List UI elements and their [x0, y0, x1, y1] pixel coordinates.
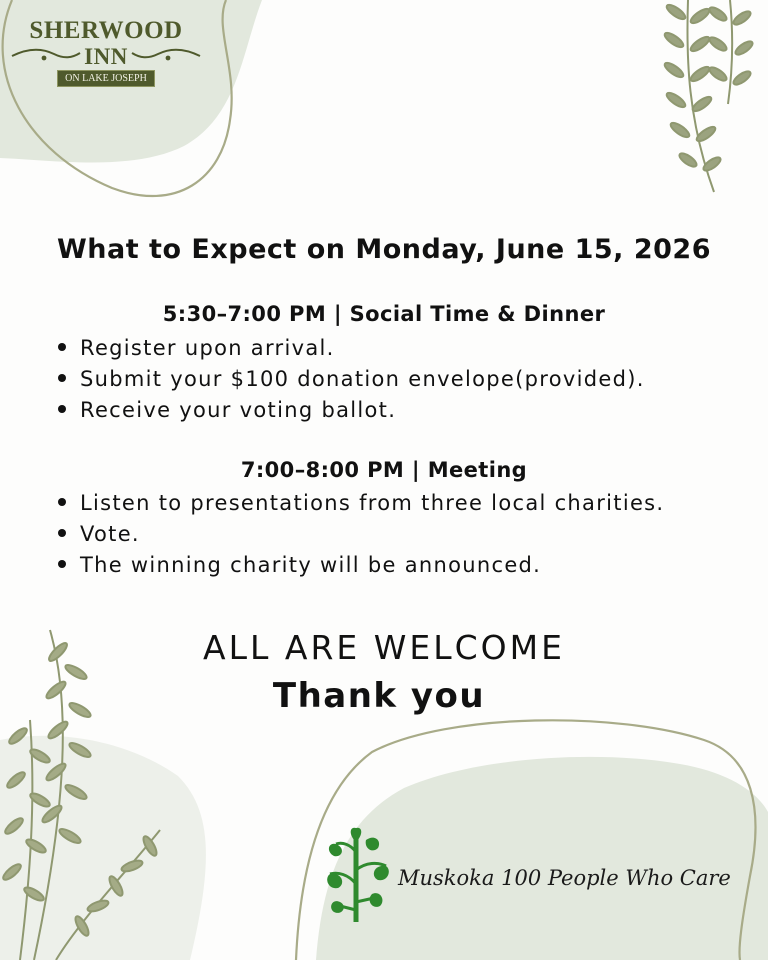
list-item: Vote.	[58, 519, 664, 550]
bullet-icon	[58, 405, 66, 413]
bullet-icon	[58, 343, 66, 351]
logo-plate: ON LAKE JOSEPH	[57, 70, 155, 87]
bullet-icon	[58, 374, 66, 382]
bullet-icon	[58, 529, 66, 537]
sherwood-inn-logo	[8, 18, 204, 87]
page-title: What to Expect on Monday, June 15, 2026	[57, 234, 711, 265]
list-item: Submit your $100 donation envelope(provided).	[58, 364, 645, 395]
list-item: The winning charity will be announced.	[58, 550, 664, 581]
tree-icon	[326, 822, 390, 924]
thank-you-text: Thank you	[272, 676, 486, 716]
logo-line-1: SHERWOOD	[29, 17, 183, 44]
list-item: Register upon arrival.	[58, 333, 645, 364]
top-right-foliage	[663, 0, 755, 192]
social-list	[58, 333, 645, 426]
list-item: Listen to presentations from three local charities.	[58, 488, 664, 519]
organization-name: Muskoka 100 People Who Care	[398, 866, 731, 890]
welcome-text: ALL ARE WELCOME	[203, 628, 565, 667]
meeting-list	[58, 488, 664, 581]
logo-line-2: INN	[84, 44, 128, 69]
bullet-icon	[58, 560, 66, 568]
bullet-icon	[58, 498, 66, 506]
list-item: Receive your voting ballot.	[58, 395, 645, 426]
section-title-social: 5:30–7:00 PM | Social Time & Dinner	[162, 302, 606, 326]
section-title-meeting: 7:00–8:00 PM | Meeting	[240, 458, 528, 482]
